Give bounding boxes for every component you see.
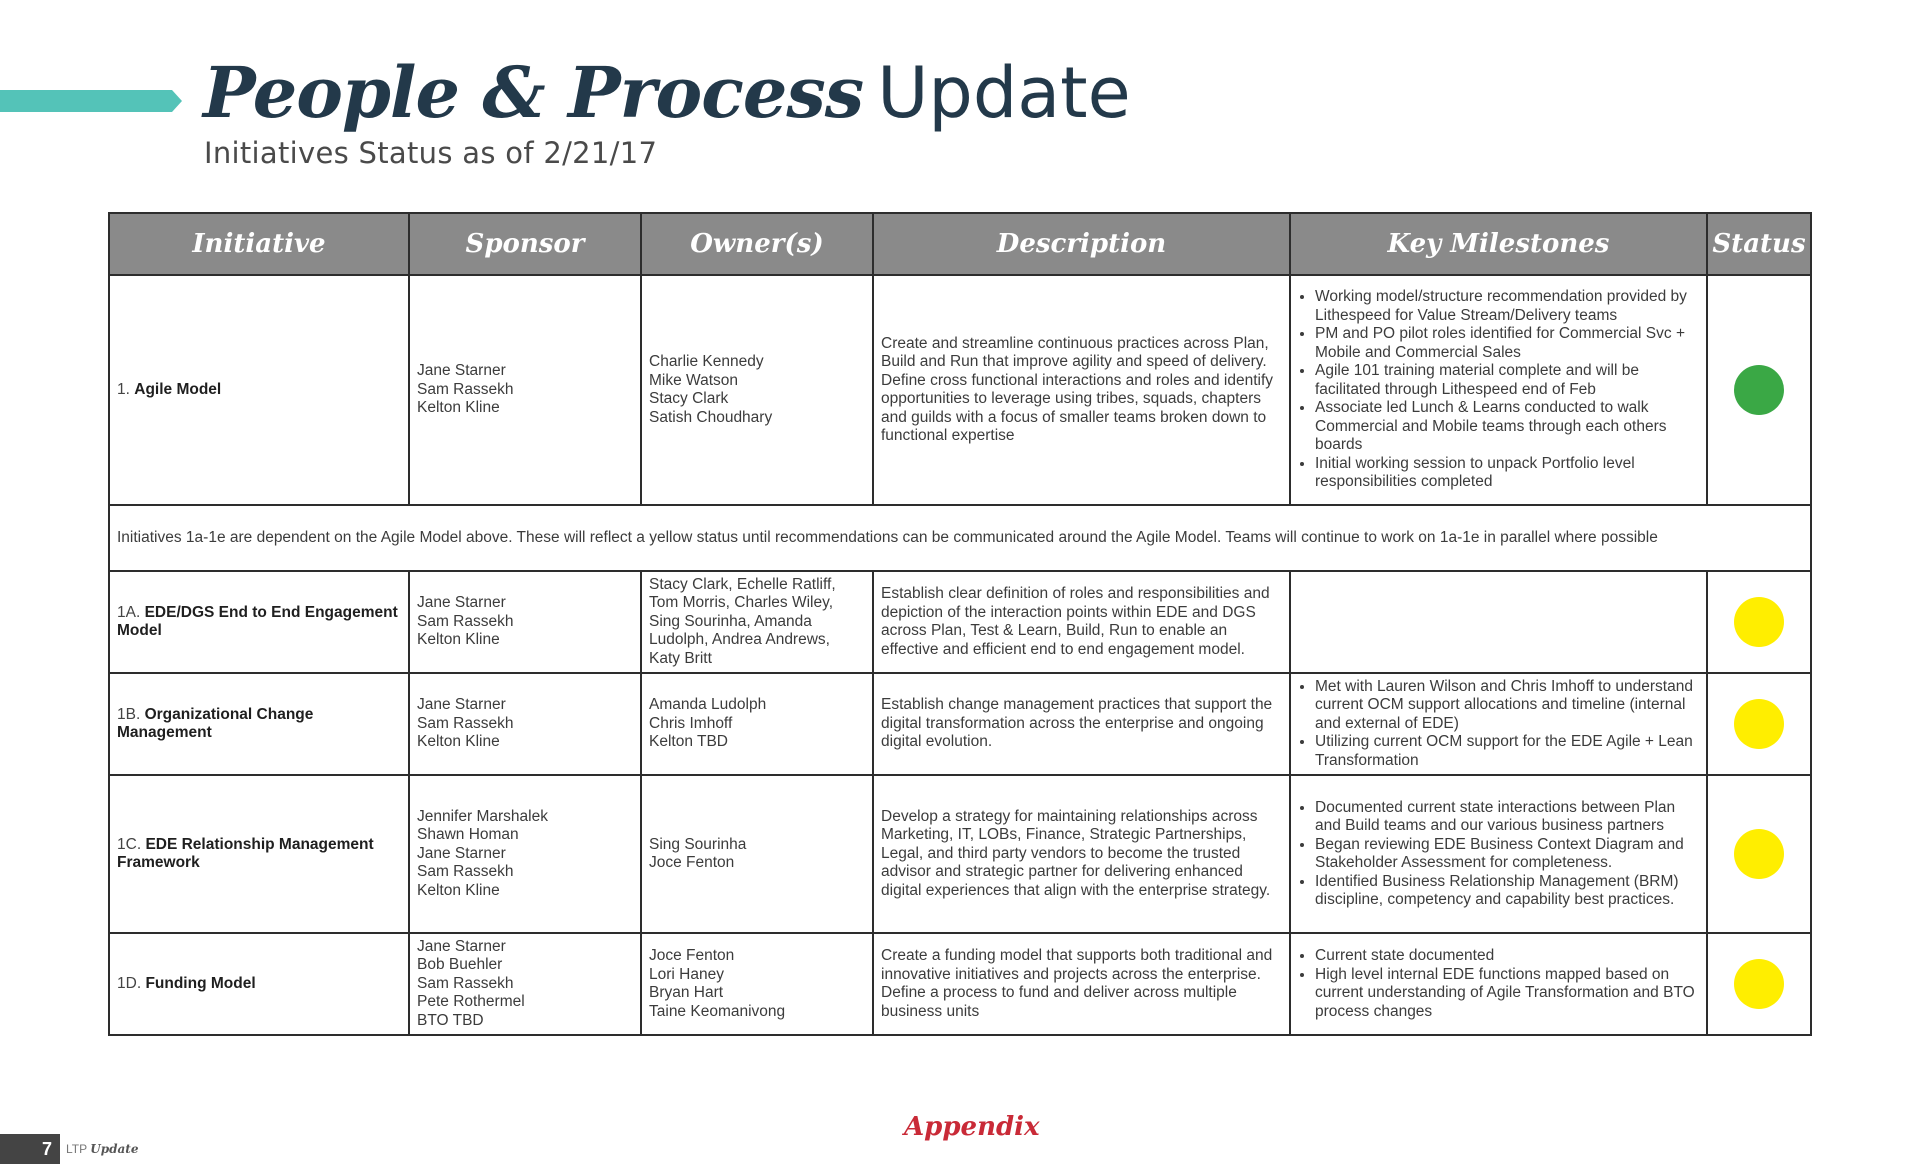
owner-name: Satish Choudhary: [649, 408, 773, 426]
sponsor-cell: [409, 571, 641, 673]
initiative-number: 1D.: [117, 974, 142, 992]
initiative-number: 1B.: [117, 705, 141, 723]
milestones-list: [1298, 947, 1699, 1021]
table-row: [109, 275, 1811, 505]
initiative-cell: [109, 673, 409, 775]
sponsor-name: Kelton Kline: [417, 881, 500, 899]
table-row: [109, 673, 1811, 775]
owner-name: Amanda Ludolph: [649, 696, 767, 714]
owner-name: Lori Haney: [649, 965, 724, 983]
status-indicator-yellow: [1734, 829, 1784, 879]
page-subtitle: Initiatives Status as of 2/21/17: [204, 136, 658, 170]
description-cell: Establish change management practices that support the digital transformation across the enterprise and ongoing digital evolution.: [873, 673, 1290, 775]
owner-name: Joce Fenton: [649, 854, 735, 871]
milestone-item: • Met with Lauren Wilson and Chris Imhoff to understand current OCM support allocations and timeline (internal and external of EDE): [1315, 678, 1699, 734]
status-indicator-yellow: [1734, 597, 1784, 647]
sponsor-name: Jane Starner: [417, 594, 506, 612]
milestones-cell: [1290, 933, 1707, 1035]
header-status: Status: [1707, 213, 1811, 275]
initiative-name: Organizational Change Management: [117, 705, 314, 741]
sponsor-name: Sam Rassekh: [417, 974, 514, 992]
sponsor-name: Jane Starner: [417, 696, 506, 714]
sponsor-name: Jane Starner: [417, 937, 506, 955]
initiative-cell: [109, 775, 409, 933]
sponsor-name: Jane Starner: [417, 362, 506, 380]
description-cell: Establish clear definition of roles and responsibilities and depiction of the interaction points within EDE and DGS across Plan, Test & Learn, Build, Run to enable an effective and efficient end to end engagement model.: [873, 571, 1290, 673]
milestone-item: • High level internal EDE functions mapped based on current understanding of Agile Transformation and BTO process changes: [1315, 966, 1699, 1022]
owners-cell: [641, 933, 873, 1035]
milestones-list: [1298, 288, 1699, 492]
owner-name: Katy Britt: [649, 649, 712, 667]
status-cell: [1707, 275, 1811, 505]
status-indicator-yellow: [1734, 699, 1784, 749]
initiative-cell: [109, 571, 409, 673]
milestone-item: • Initial working session to unpack Portfolio level responsibilities completed: [1315, 455, 1699, 492]
table-row: [109, 775, 1811, 933]
description-cell: Create a funding model that supports both traditional and innovative initiatives and projects across the enterprise. Define a process to fund and deliver across multiple business units: [873, 933, 1290, 1035]
owner-name: Joce Fenton: [649, 947, 735, 964]
description-cell: Develop a strategy for maintaining relationships across Marketing, IT, LOBs, Finance, Strategic Partnerships, Legal, and third party vendors to become the trusted advisor and strategic partner for delivering enhanced digital experiences that align with the enterprise strategy.: [873, 775, 1290, 933]
sponsor-name: Sam Rassekh: [417, 714, 514, 732]
milestone-item: • PM and PO pilot roles identified for Commercial Svc + Mobile and Commercial Sales: [1315, 325, 1699, 362]
footer-label-prefix: LTP: [66, 1142, 87, 1156]
dependency-note: Initiatives 1a-1e are dependent on the Agile Model above. These will reflect a yellow status until recommendations can be communicated around the Agile Model. Teams will continue to work on 1a-1e in parallel where possible: [109, 505, 1811, 571]
sponsor-cell: [409, 275, 641, 505]
milestone-item: • Began reviewing EDE Business Context Diagram and Stakeholder Assessment for completeness.: [1315, 836, 1699, 873]
initiative-number: 1C.: [117, 835, 142, 853]
sponsor-name: Kelton Kline: [417, 733, 500, 751]
header-key-milestones: Key Milestones: [1290, 213, 1707, 275]
sponsor-cell: [409, 673, 641, 775]
milestones-list: [1298, 799, 1699, 910]
owner-name: Sing Sourinha: [649, 835, 747, 853]
status-cell: [1707, 933, 1811, 1035]
description-cell: Create and streamline continuous practices across Plan, Build and Run that improve agility and speed of delivery. Define cross functional interactions and roles and identify opportunities to leverage using tribes, squads, chapters and guilds with a focus of smaller teams broken down to functional expertise: [873, 275, 1290, 505]
owner-name: Stacy Clark: [649, 390, 729, 407]
owner-name: Chris Imhoff: [649, 714, 733, 732]
status-cell: [1707, 571, 1811, 673]
initiative-name: Funding Model: [145, 974, 256, 992]
owners-cell: [641, 275, 873, 505]
table-row: [109, 571, 1811, 673]
initiative-name: EDE Relationship Management Framework: [117, 835, 374, 871]
milestone-item: • Documented current state interactions between Plan and Build teams and our various business partners: [1315, 799, 1699, 836]
sponsor-name: BTO TBD: [417, 1011, 484, 1029]
page-number: 7: [0, 1134, 60, 1164]
milestones-list: [1298, 678, 1699, 771]
milestones-cell: [1290, 673, 1707, 775]
table-body: [109, 275, 1811, 1035]
milestone-item: • Working model/structure recommendation provided by Lithespeed for Value Stream/Delivery teams: [1315, 288, 1699, 325]
sponsor-name: Sam Rassekh: [417, 380, 514, 398]
appendix-link[interactable]: Appendix: [904, 1112, 1040, 1142]
sponsor-cell: [409, 933, 641, 1035]
initiative-cell: [109, 933, 409, 1035]
owner-name: Ludolph, Andrea Andrews,: [649, 631, 830, 649]
sponsor-name: Sam Rassekh: [417, 863, 514, 881]
sponsor-name: Kelton Kline: [417, 631, 500, 649]
page-title: [203, 51, 1131, 134]
owner-name: Sing Sourinha, Amanda: [649, 612, 812, 630]
milestone-item: • Utilizing current OCM support for the EDE Agile + Lean Transformation: [1315, 733, 1699, 770]
footer-label: [66, 1142, 138, 1156]
milestone-item: • Agile 101 training material complete and will be facilitated through Lithespeed end of Feb: [1315, 362, 1699, 399]
header-initiative: Initiative: [109, 213, 409, 275]
owner-name: Stacy Clark, Echelle Ratliff,: [649, 575, 836, 593]
header-owners: Owner(s): [641, 213, 873, 275]
status-indicator-yellow: [1734, 959, 1784, 1009]
owner-name: Kelton TBD: [649, 733, 728, 751]
milestone-item: • Current state documented: [1315, 947, 1699, 966]
owner-name: Tom Morris, Charles Wiley,: [649, 594, 834, 612]
header-sponsor: Sponsor: [409, 213, 641, 275]
initiative-name: Agile Model: [134, 380, 222, 398]
header-row: [109, 213, 1811, 275]
dependency-note-row: [109, 505, 1811, 571]
milestones-cell: [1290, 775, 1707, 933]
owner-name: Taine Keomanivong: [649, 1002, 786, 1020]
owner-name: Bryan Hart: [649, 984, 724, 1001]
sponsor-name: Sam Rassekh: [417, 612, 514, 630]
sponsor-name: Shawn Homan: [417, 826, 519, 844]
owner-name: Charlie Kennedy: [649, 353, 764, 370]
sponsor-name: Jane Starner: [417, 844, 506, 862]
owner-name: Mike Watson: [649, 371, 739, 389]
milestone-item: • Identified Business Relationship Management (BRM) discipline, competency and capability best practices.: [1315, 873, 1699, 910]
sponsor-name: Jennifer Marshalek: [417, 807, 548, 825]
page-title-bold: People & Process: [203, 51, 864, 134]
status-cell: [1707, 673, 1811, 775]
teal-accent-bar: [0, 90, 172, 112]
sponsor-name: Kelton Kline: [417, 399, 500, 417]
initiative-number: 1A.: [117, 603, 141, 621]
milestones-cell: [1290, 571, 1707, 673]
owners-cell: [641, 673, 873, 775]
owners-cell: [641, 571, 873, 673]
footer-label-suffix: Update: [90, 1142, 139, 1156]
table-row: [109, 933, 1811, 1035]
initiative-number: 1.: [117, 380, 130, 398]
status-indicator-green: [1734, 365, 1784, 415]
milestones-cell: [1290, 275, 1707, 505]
sponsor-name: Bob Buehler: [417, 956, 503, 974]
status-cell: [1707, 775, 1811, 933]
page-title-light: Update: [877, 52, 1131, 134]
initiative-cell: [109, 275, 409, 505]
initiatives-table: [108, 212, 1812, 1036]
milestone-item: • Associate led Lunch & Learns conducted to walk Commercial and Mobile teams through each others boards: [1315, 399, 1699, 455]
sponsor-cell: [409, 775, 641, 933]
owners-cell: [641, 775, 873, 933]
initiative-name: EDE/DGS End to End Engagement Model: [117, 603, 398, 639]
header-description: Description: [873, 213, 1290, 275]
sponsor-name: Pete Rothermel: [417, 993, 525, 1011]
